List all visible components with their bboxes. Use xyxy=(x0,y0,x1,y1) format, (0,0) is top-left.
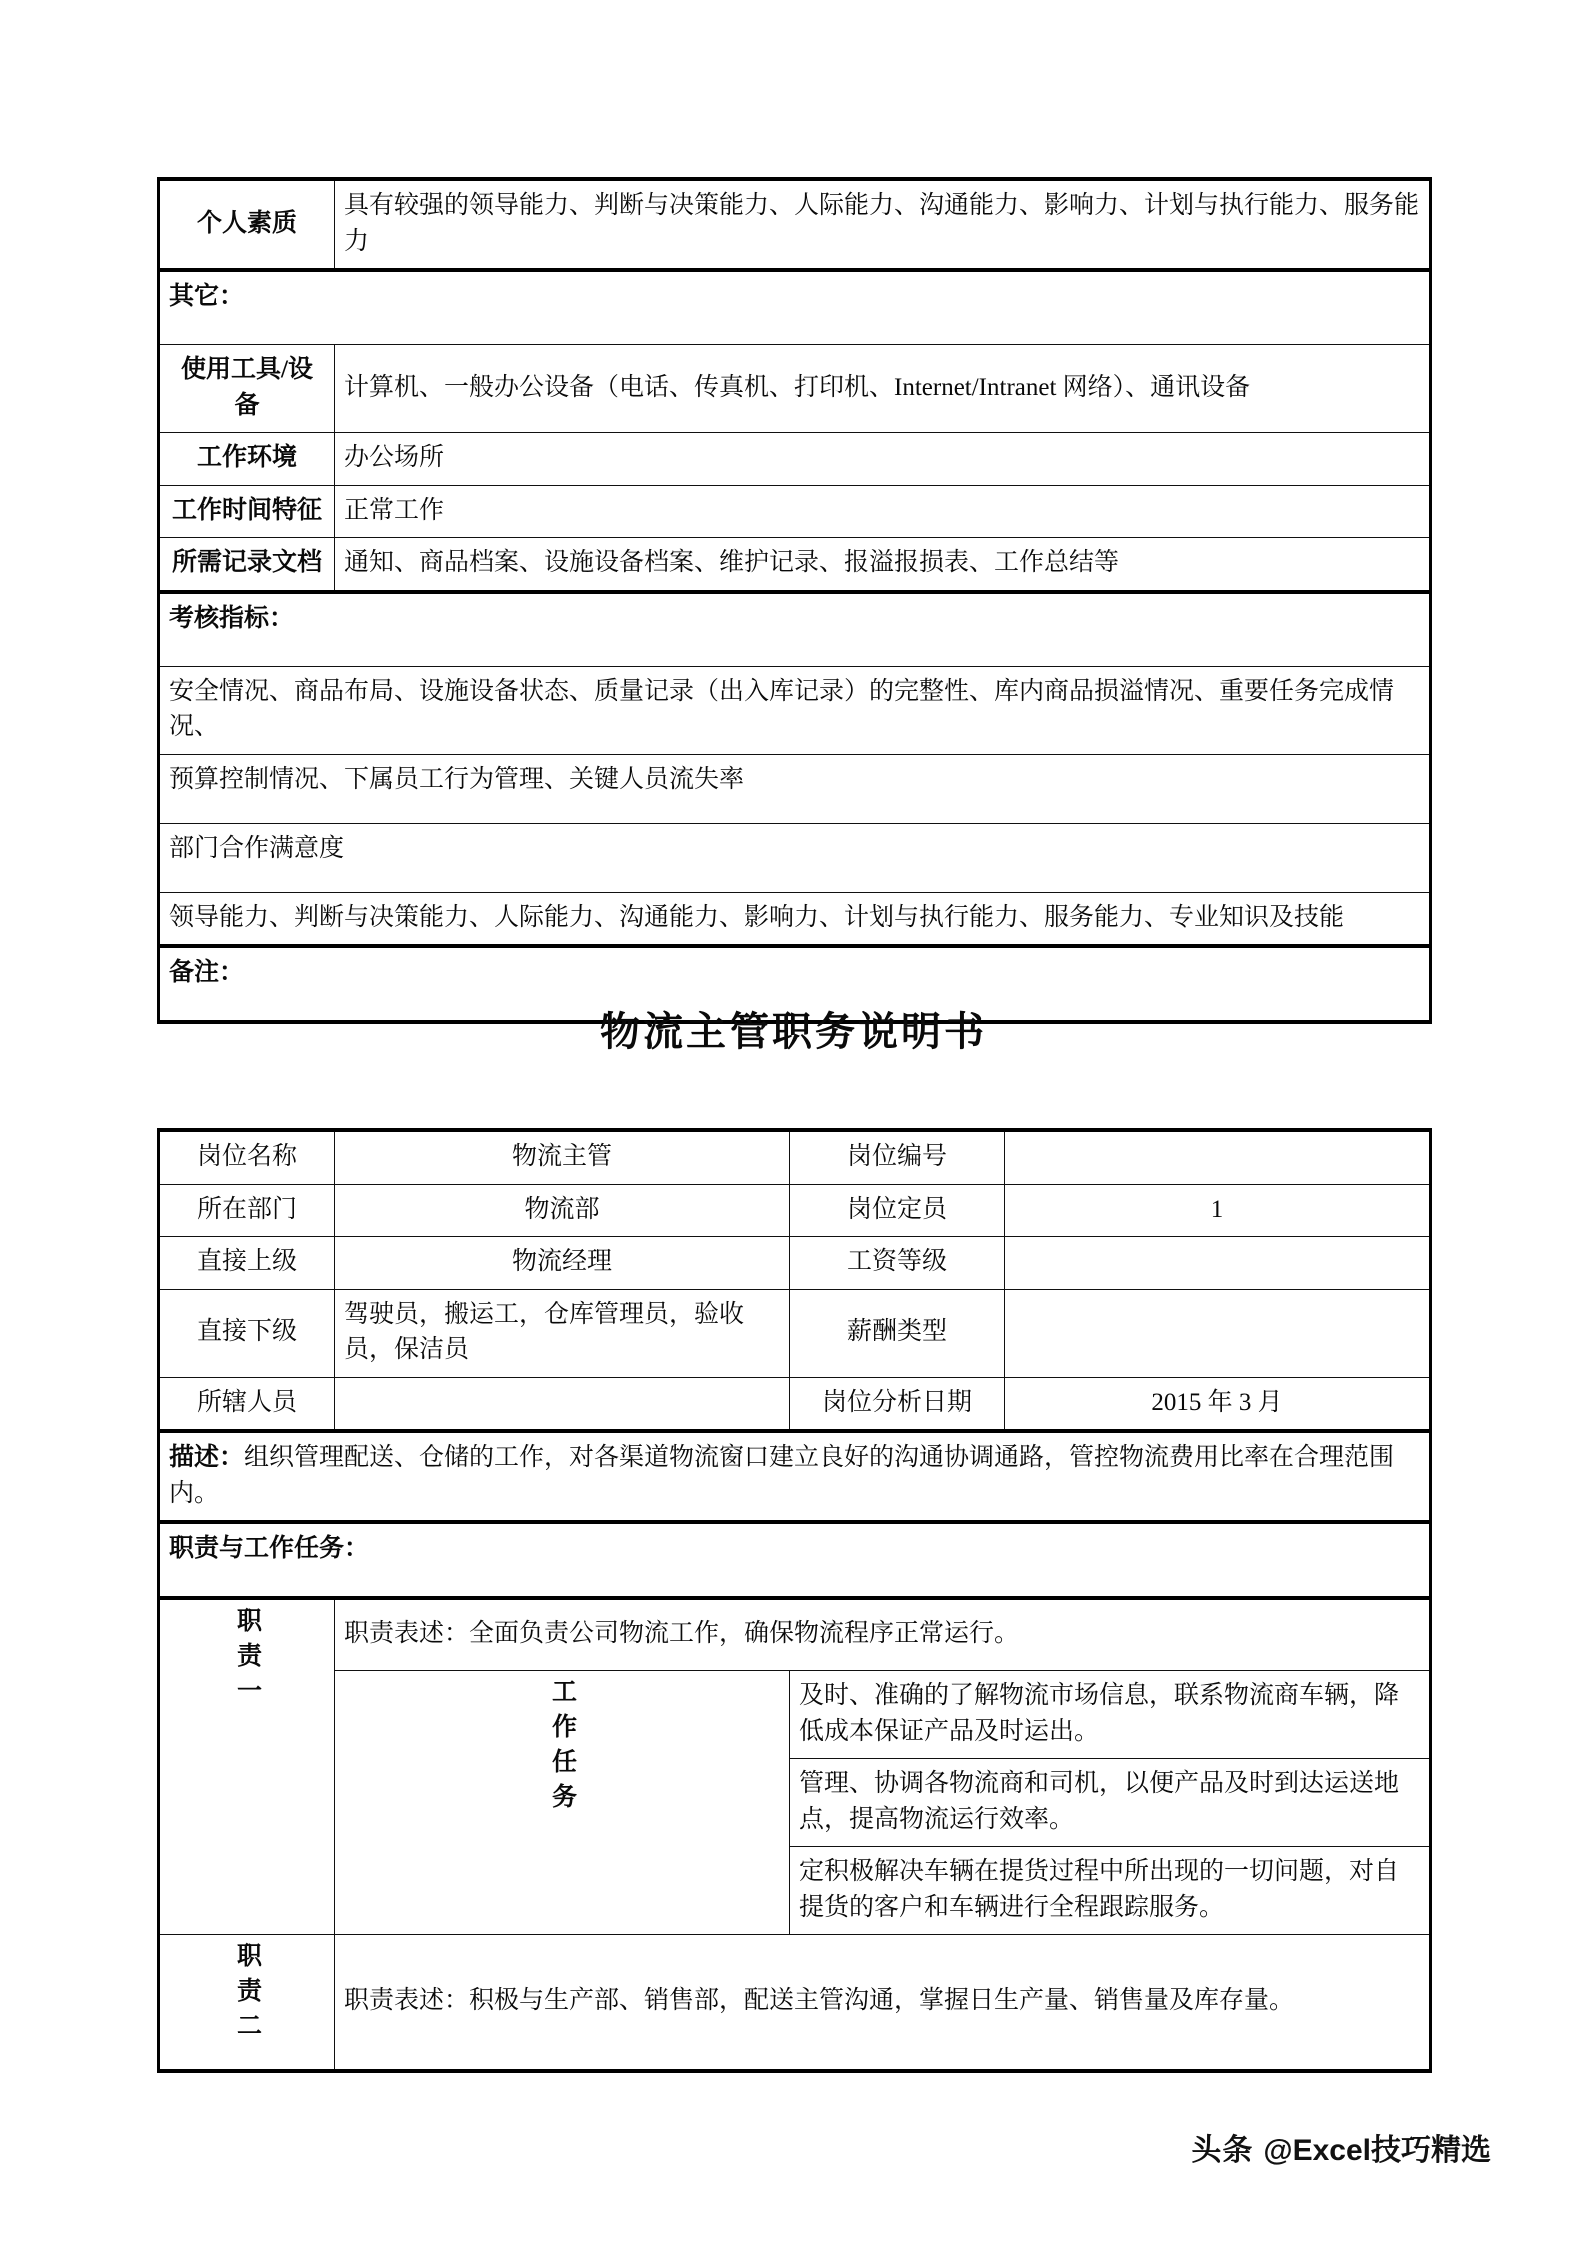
field-label-compensation-type: 薪酬类型 xyxy=(790,1289,1005,1377)
table-row xyxy=(159,1935,1431,2072)
table-row xyxy=(159,1377,1431,1431)
watermark-name: @Excel技巧精选 xyxy=(1263,2134,1491,2167)
field-label-department: 所在部门 xyxy=(159,1184,335,1237)
records-label: 所需记录文档 xyxy=(159,538,335,592)
table-row xyxy=(159,1598,1431,1671)
table-row xyxy=(159,823,1431,892)
field-value-managed-staff xyxy=(335,1377,790,1431)
duty-one-tasks-label: 工作任务 xyxy=(548,1678,576,1818)
duty-one-title: 职责一 xyxy=(233,1607,261,1712)
records-value: 通知、商品档案、设施设备档案、维护记录、报溢报损表、工作总结等 xyxy=(335,538,1431,592)
tools-value: 计算机、一般办公设备（电话、传真机、打印机、Internet/Intranet 网络）、通讯设备 xyxy=(335,345,1431,433)
duty-one-title-cell xyxy=(159,1598,335,1935)
field-label-direct-supervisor: 直接上级 xyxy=(159,1237,335,1290)
kpi-item-4: 领导能力、判断与决策能力、人际能力、沟通能力、影响力、计划与执行能力、服务能力、专业知识及技能 xyxy=(159,892,1431,946)
watermark-badge: 头条 xyxy=(1191,2134,1254,2167)
duty-one-task-1: 及时、准确的了解物流市场信息，联系物流商车辆，降低成本保证产品及时运出。 xyxy=(790,1671,1431,1759)
table-row xyxy=(159,1431,1431,1522)
duty-one-statement: 职责表述：全面负责公司物流工作，确保物流程序正常运行。 xyxy=(335,1598,1431,1671)
table-row xyxy=(159,1671,1431,1759)
kpi-item-1: 安全情况、商品布局、设施设备状态、质量记录（出入库记录）的完整性、库内商品损溢情况、重要任务完成情况、 xyxy=(159,666,1431,754)
worktime-value: 正常工作 xyxy=(335,485,1431,538)
table-row xyxy=(159,754,1431,823)
field-label-salary-grade: 工资等级 xyxy=(790,1237,1005,1290)
table-row xyxy=(159,345,1431,433)
field-label-headcount: 岗位定员 xyxy=(790,1184,1005,1237)
table-row xyxy=(159,1237,1431,1290)
environment-label: 工作环境 xyxy=(159,433,335,486)
job-spec-table-continued xyxy=(157,177,1432,1024)
other-label: 其它： xyxy=(159,270,1431,345)
table-row xyxy=(159,433,1431,486)
description-value: 组织管理配送、仓储的工作，对各渠道物流窗口建立良好的沟通协调通路，管控物流费用比率在合理范围内。 xyxy=(169,1444,1395,1507)
duty-one-tasks-label-cell xyxy=(335,1671,790,1935)
duty-two-title: 职责二 xyxy=(233,1942,261,2047)
logistics-supervisor-spec-table xyxy=(157,1128,1432,2073)
table-row xyxy=(159,1289,1431,1377)
field-value-analysis-date: 2015 年 3 月 xyxy=(1005,1377,1431,1431)
field-value-headcount: 1 xyxy=(1005,1184,1431,1237)
field-value-direct-subordinates: 驾驶员，搬运工，仓库管理员，验收员，保洁员 xyxy=(335,1289,790,1377)
field-value-salary-grade xyxy=(1005,1237,1431,1290)
table-row xyxy=(159,1184,1431,1237)
worktime-label: 工作时间特征 xyxy=(159,485,335,538)
table-row xyxy=(159,1130,1431,1184)
tools-label: 使用工具/设备 xyxy=(159,345,335,433)
duty-one-task-2: 管理、协调各物流商和司机，以便产品及时到达运送地点，提高物流运行效率。 xyxy=(790,1759,1431,1847)
table-row xyxy=(159,592,1431,667)
table-row xyxy=(159,538,1431,592)
field-label-direct-subordinates: 直接下级 xyxy=(159,1289,335,1377)
duty-two-statement: 职责表述：积极与生产部、销售部，配送主管沟通，掌握日生产量、销售量及库存量。 xyxy=(335,1935,1431,2072)
description-row xyxy=(159,1431,1431,1522)
table-row xyxy=(159,270,1431,345)
page-title: 物流主管职务说明书 xyxy=(600,1009,987,1054)
field-label-position-name: 岗位名称 xyxy=(159,1130,335,1184)
field-label-position-code: 岗位编号 xyxy=(790,1130,1005,1184)
duties-header: 职责与工作任务： xyxy=(159,1522,1431,1598)
watermark xyxy=(1191,2125,1491,2169)
table-row xyxy=(159,179,1431,270)
field-label-analysis-date: 岗位分析日期 xyxy=(790,1377,1005,1431)
table-row xyxy=(159,892,1431,946)
field-label-managed-staff: 所辖人员 xyxy=(159,1377,335,1431)
field-value-compensation-type xyxy=(1005,1289,1431,1377)
remark-label: 备注： xyxy=(159,946,1431,1022)
kpi-item-3: 部门合作满意度 xyxy=(159,823,1431,892)
field-value-position-name: 物流主管 xyxy=(335,1130,790,1184)
environment-value: 办公场所 xyxy=(335,433,1431,486)
duty-two-title-cell xyxy=(159,1935,335,2072)
kpi-item-2: 预算控制情况、下属员工行为管理、关键人员流失率 xyxy=(159,754,1431,823)
field-value-department: 物流部 xyxy=(335,1184,790,1237)
personal-quality-value: 具有较强的领导能力、判断与决策能力、人际能力、沟通能力、影响力、计划与执行能力、服务能力 xyxy=(335,179,1431,270)
table-row xyxy=(159,666,1431,754)
table-row xyxy=(159,485,1431,538)
kpi-header: 考核指标： xyxy=(159,592,1431,667)
personal-quality-label: 个人素质 xyxy=(159,179,335,270)
duty-one-task-3: 定积极解决车辆在提货过程中所出现的一切问题，对自提货的客户和车辆进行全程跟踪服务。 xyxy=(790,1847,1431,1935)
table-row xyxy=(159,1522,1431,1598)
field-value-direct-supervisor: 物流经理 xyxy=(335,1237,790,1290)
field-value-position-code xyxy=(1005,1130,1431,1184)
description-label: 描述： xyxy=(169,1444,245,1471)
